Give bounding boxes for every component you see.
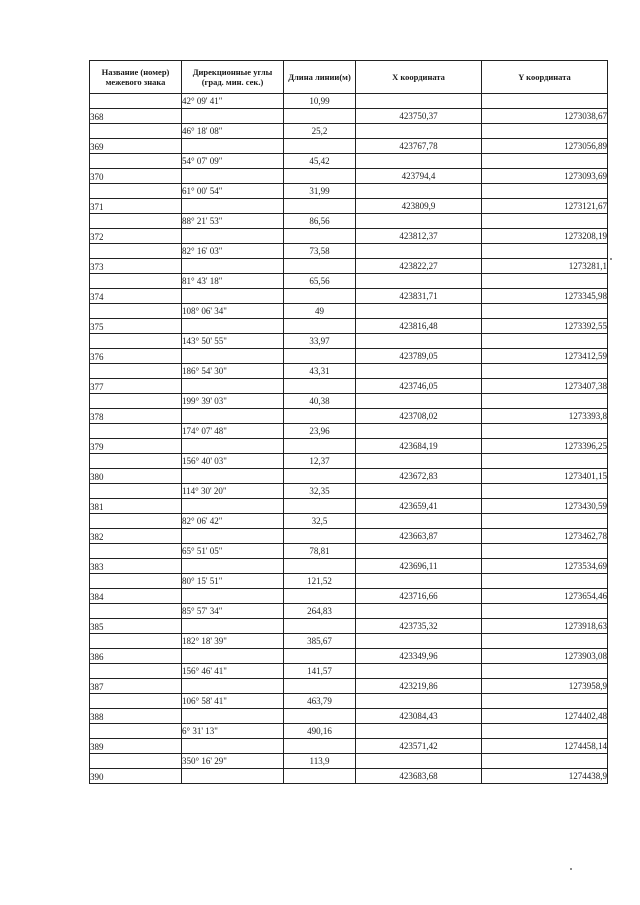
empty-cell: [482, 364, 608, 379]
empty-cell: [182, 139, 284, 154]
x-coordinate: 423219,86: [356, 679, 482, 694]
empty-cell: [90, 94, 182, 109]
direction-angle: 156° 46' 41": [182, 664, 284, 679]
empty-cell: [182, 619, 284, 634]
segment-row: [90, 484, 608, 499]
empty-cell: [356, 724, 482, 739]
line-length: 141,57: [284, 664, 356, 679]
segment-row: [90, 514, 608, 529]
empty-cell: [90, 664, 182, 679]
y-coordinate: 1273918,63: [482, 619, 608, 634]
empty-cell: [284, 289, 356, 304]
segment-row: [90, 364, 608, 379]
point-row: [90, 199, 608, 214]
point-name: 381: [90, 499, 182, 514]
empty-cell: [90, 214, 182, 229]
direction-angle: 85° 57' 34": [182, 604, 284, 619]
empty-cell: [90, 484, 182, 499]
empty-cell: [356, 574, 482, 589]
y-coordinate: 1273401,15: [482, 469, 608, 484]
direction-angle: 156° 40' 03": [182, 454, 284, 469]
y-coordinate: 1273396,25: [482, 439, 608, 454]
point-name: 386: [90, 649, 182, 664]
y-coordinate: 1273407,38: [482, 379, 608, 394]
direction-angle: 350° 16' 29": [182, 754, 284, 769]
empty-cell: [182, 409, 284, 424]
point-name: 369: [90, 139, 182, 154]
empty-cell: [182, 169, 284, 184]
line-length: 23,96: [284, 424, 356, 439]
y-coordinate: 1273903,08: [482, 649, 608, 664]
point-row: [90, 499, 608, 514]
empty-cell: [90, 634, 182, 649]
segment-row: [90, 664, 608, 679]
empty-cell: [284, 109, 356, 124]
line-length: 385,67: [284, 634, 356, 649]
segment-row: [90, 544, 608, 559]
direction-angle: 82° 16' 03": [182, 244, 284, 259]
direction-angle: 82° 06' 42": [182, 514, 284, 529]
empty-cell: [284, 679, 356, 694]
direction-angle: 88° 21' 53": [182, 214, 284, 229]
empty-cell: [482, 604, 608, 619]
segment-row: [90, 424, 608, 439]
empty-cell: [90, 544, 182, 559]
segment-row: [90, 754, 608, 769]
empty-cell: [182, 289, 284, 304]
empty-cell: [90, 604, 182, 619]
empty-cell: [284, 469, 356, 484]
segment-row: [90, 274, 608, 289]
point-name: 372: [90, 229, 182, 244]
point-row: [90, 109, 608, 124]
segment-row: [90, 334, 608, 349]
empty-cell: [356, 424, 482, 439]
point-row: [90, 739, 608, 754]
x-coordinate: 423816,48: [356, 319, 482, 334]
empty-cell: [482, 754, 608, 769]
empty-cell: [356, 124, 482, 139]
empty-cell: [182, 679, 284, 694]
header-y: Y координата: [482, 61, 608, 94]
point-row: [90, 439, 608, 454]
x-coordinate: 423750,37: [356, 109, 482, 124]
x-coordinate: 423716,66: [356, 589, 482, 604]
y-coordinate: 1273345,98: [482, 289, 608, 304]
segment-row: [90, 394, 608, 409]
x-coordinate: 423812,37: [356, 229, 482, 244]
empty-cell: [90, 124, 182, 139]
x-coordinate: 423746,05: [356, 379, 482, 394]
segment-row: [90, 724, 608, 739]
point-row: [90, 319, 608, 334]
line-length: 43,31: [284, 364, 356, 379]
empty-cell: [182, 349, 284, 364]
empty-cell: [182, 199, 284, 214]
point-name: 374: [90, 289, 182, 304]
direction-angle: 174° 07' 48": [182, 424, 284, 439]
empty-cell: [284, 649, 356, 664]
direction-angle: 42° 09' 41": [182, 94, 284, 109]
table-header: [90, 61, 608, 94]
direction-angle: 108° 06' 34": [182, 304, 284, 319]
line-length: 31,99: [284, 184, 356, 199]
empty-cell: [356, 394, 482, 409]
empty-cell: [182, 769, 284, 784]
empty-cell: [284, 709, 356, 724]
empty-cell: [182, 379, 284, 394]
line-length: 121,52: [284, 574, 356, 589]
empty-cell: [482, 274, 608, 289]
header-length: Длина линии(м): [284, 61, 356, 94]
empty-cell: [482, 214, 608, 229]
empty-cell: [356, 514, 482, 529]
line-length: 113,9: [284, 754, 356, 769]
point-name: 387: [90, 679, 182, 694]
empty-cell: [90, 364, 182, 379]
x-coordinate: 423663,87: [356, 529, 482, 544]
line-length: 49: [284, 304, 356, 319]
x-coordinate: 423084,43: [356, 709, 482, 724]
empty-cell: [284, 499, 356, 514]
empty-cell: [284, 199, 356, 214]
segment-row: [90, 304, 608, 319]
empty-cell: [356, 214, 482, 229]
point-name: 368: [90, 109, 182, 124]
y-coordinate: 1273654,46: [482, 589, 608, 604]
y-coordinate: 1274458,14: [482, 739, 608, 754]
segment-row: [90, 634, 608, 649]
point-row: [90, 409, 608, 424]
header-angle: Дирекционные углы (град. мин. сек.): [182, 61, 284, 94]
empty-cell: [90, 724, 182, 739]
direction-angle: 61° 00' 54": [182, 184, 284, 199]
y-coordinate: 1273281,1: [482, 259, 608, 274]
empty-cell: [182, 109, 284, 124]
empty-cell: [182, 439, 284, 454]
empty-cell: [482, 724, 608, 739]
y-coordinate: 1273038,67: [482, 109, 608, 124]
direction-angle: 80° 15' 51": [182, 574, 284, 589]
point-row: [90, 559, 608, 574]
point-name: 384: [90, 589, 182, 604]
empty-cell: [482, 574, 608, 589]
empty-cell: [482, 514, 608, 529]
segment-row: [90, 454, 608, 469]
y-coordinate: 1273121,67: [482, 199, 608, 214]
empty-cell: [356, 184, 482, 199]
y-coordinate: 1274438,9: [482, 769, 608, 784]
point-row: [90, 289, 608, 304]
empty-cell: [356, 274, 482, 289]
empty-cell: [284, 409, 356, 424]
point-name: 380: [90, 469, 182, 484]
empty-cell: [356, 604, 482, 619]
y-coordinate: 1273462,78: [482, 529, 608, 544]
line-length: 33,97: [284, 334, 356, 349]
segment-row: [90, 124, 608, 139]
y-coordinate: 1273958,9: [482, 679, 608, 694]
direction-angle: 46° 18' 08": [182, 124, 284, 139]
point-name: 376: [90, 349, 182, 364]
segment-row: [90, 604, 608, 619]
empty-cell: [356, 634, 482, 649]
empty-cell: [182, 499, 284, 514]
empty-cell: [90, 754, 182, 769]
point-row: [90, 169, 608, 184]
line-length: 463,79: [284, 694, 356, 709]
empty-cell: [90, 574, 182, 589]
y-coordinate: 1273393,8: [482, 409, 608, 424]
line-length: 12,37: [284, 454, 356, 469]
line-length: 32,5: [284, 514, 356, 529]
x-coordinate: 423767,78: [356, 139, 482, 154]
empty-cell: [182, 469, 284, 484]
line-length: 32,35: [284, 484, 356, 499]
empty-cell: [482, 694, 608, 709]
point-row: [90, 529, 608, 544]
point-row: [90, 139, 608, 154]
segment-row: [90, 244, 608, 259]
scan-speck: [610, 258, 612, 260]
direction-angle: 6° 31' 13": [182, 724, 284, 739]
table-body: [90, 94, 608, 784]
empty-cell: [482, 244, 608, 259]
line-length: 45,42: [284, 154, 356, 169]
point-name: 379: [90, 439, 182, 454]
point-name: 388: [90, 709, 182, 724]
empty-cell: [182, 709, 284, 724]
line-length: 78,81: [284, 544, 356, 559]
point-row: [90, 469, 608, 484]
line-length: 40,38: [284, 394, 356, 409]
empty-cell: [482, 424, 608, 439]
x-coordinate: 423822,27: [356, 259, 482, 274]
empty-cell: [356, 754, 482, 769]
empty-cell: [356, 244, 482, 259]
empty-cell: [482, 664, 608, 679]
empty-cell: [284, 379, 356, 394]
empty-cell: [482, 94, 608, 109]
point-row: [90, 379, 608, 394]
point-row: [90, 769, 608, 784]
segment-row: [90, 94, 608, 109]
direction-angle: 143° 50' 55": [182, 334, 284, 349]
empty-cell: [182, 739, 284, 754]
empty-cell: [356, 94, 482, 109]
empty-cell: [482, 634, 608, 649]
empty-cell: [482, 154, 608, 169]
empty-cell: [482, 334, 608, 349]
line-length: 10,99: [284, 94, 356, 109]
point-name: 383: [90, 559, 182, 574]
empty-cell: [356, 664, 482, 679]
x-coordinate: 423672,83: [356, 469, 482, 484]
line-length: 73,58: [284, 244, 356, 259]
x-coordinate: 423571,42: [356, 739, 482, 754]
point-row: [90, 709, 608, 724]
x-coordinate: 423831,71: [356, 289, 482, 304]
header-x: Х координата: [356, 61, 482, 94]
line-length: 264,83: [284, 604, 356, 619]
empty-cell: [90, 454, 182, 469]
empty-cell: [284, 529, 356, 544]
empty-cell: [90, 394, 182, 409]
point-name: 390: [90, 769, 182, 784]
segment-row: [90, 214, 608, 229]
empty-cell: [356, 304, 482, 319]
empty-cell: [356, 694, 482, 709]
point-name: 375: [90, 319, 182, 334]
empty-cell: [182, 319, 284, 334]
x-coordinate: 423809,9: [356, 199, 482, 214]
empty-cell: [356, 454, 482, 469]
empty-cell: [182, 589, 284, 604]
empty-cell: [284, 169, 356, 184]
direction-angle: 182° 18' 39": [182, 634, 284, 649]
empty-cell: [182, 229, 284, 244]
empty-cell: [284, 139, 356, 154]
empty-cell: [284, 739, 356, 754]
point-row: [90, 619, 608, 634]
scan-speck: [570, 868, 572, 870]
empty-cell: [90, 184, 182, 199]
header-name: Название (номер) межевого знака: [90, 61, 182, 94]
empty-cell: [356, 484, 482, 499]
empty-cell: [284, 619, 356, 634]
segment-row: [90, 184, 608, 199]
empty-cell: [356, 364, 482, 379]
point-name: 385: [90, 619, 182, 634]
point-name: 373: [90, 259, 182, 274]
direction-angle: 54° 07' 09": [182, 154, 284, 169]
x-coordinate: 423659,41: [356, 499, 482, 514]
empty-cell: [482, 544, 608, 559]
empty-cell: [182, 529, 284, 544]
segment-row: [90, 574, 608, 589]
direction-angle: 199° 39' 03": [182, 394, 284, 409]
empty-cell: [356, 334, 482, 349]
empty-cell: [90, 334, 182, 349]
empty-cell: [182, 649, 284, 664]
coordinates-table: [89, 60, 608, 784]
point-name: 371: [90, 199, 182, 214]
empty-cell: [90, 244, 182, 259]
line-length: 86,56: [284, 214, 356, 229]
empty-cell: [284, 589, 356, 604]
empty-cell: [90, 274, 182, 289]
empty-cell: [356, 544, 482, 559]
empty-cell: [284, 349, 356, 364]
point-row: [90, 229, 608, 244]
y-coordinate: 1273534,69: [482, 559, 608, 574]
x-coordinate: 423735,32: [356, 619, 482, 634]
direction-angle: 65° 51' 05": [182, 544, 284, 559]
point-row: [90, 349, 608, 364]
y-coordinate: 1274402,48: [482, 709, 608, 724]
direction-angle: 106° 58' 41": [182, 694, 284, 709]
x-coordinate: 423794,4: [356, 169, 482, 184]
empty-cell: [284, 319, 356, 334]
empty-cell: [356, 154, 482, 169]
empty-cell: [284, 559, 356, 574]
empty-cell: [482, 454, 608, 469]
x-coordinate: 423789,05: [356, 349, 482, 364]
empty-cell: [482, 394, 608, 409]
point-row: [90, 259, 608, 274]
empty-cell: [284, 769, 356, 784]
empty-cell: [90, 304, 182, 319]
point-name: 389: [90, 739, 182, 754]
point-row: [90, 589, 608, 604]
empty-cell: [90, 514, 182, 529]
empty-cell: [482, 304, 608, 319]
empty-cell: [182, 259, 284, 274]
point-row: [90, 649, 608, 664]
point-name: 378: [90, 409, 182, 424]
line-length: 490,16: [284, 724, 356, 739]
point-row: [90, 679, 608, 694]
line-length: 25,2: [284, 124, 356, 139]
y-coordinate: 1273208,19: [482, 229, 608, 244]
y-coordinate: 1273093,69: [482, 169, 608, 184]
empty-cell: [284, 439, 356, 454]
x-coordinate: 423684,19: [356, 439, 482, 454]
line-length: 65,56: [284, 274, 356, 289]
y-coordinate: 1273430,59: [482, 499, 608, 514]
empty-cell: [482, 184, 608, 199]
y-coordinate: 1273056,89: [482, 139, 608, 154]
segment-row: [90, 154, 608, 169]
empty-cell: [284, 259, 356, 274]
empty-cell: [284, 229, 356, 244]
direction-angle: 186° 54' 30": [182, 364, 284, 379]
empty-cell: [90, 694, 182, 709]
empty-cell: [482, 484, 608, 499]
empty-cell: [90, 154, 182, 169]
x-coordinate: 423708,02: [356, 409, 482, 424]
segment-row: [90, 694, 608, 709]
empty-cell: [90, 424, 182, 439]
point-name: 382: [90, 529, 182, 544]
x-coordinate: 423349,96: [356, 649, 482, 664]
empty-cell: [482, 124, 608, 139]
direction-angle: 114° 30' 20": [182, 484, 284, 499]
x-coordinate: 423683,68: [356, 769, 482, 784]
point-name: 377: [90, 379, 182, 394]
y-coordinate: 1273412,59: [482, 349, 608, 364]
x-coordinate: 423696,11: [356, 559, 482, 574]
point-name: 370: [90, 169, 182, 184]
empty-cell: [182, 559, 284, 574]
direction-angle: 81° 43' 18": [182, 274, 284, 289]
y-coordinate: 1273392,55: [482, 319, 608, 334]
